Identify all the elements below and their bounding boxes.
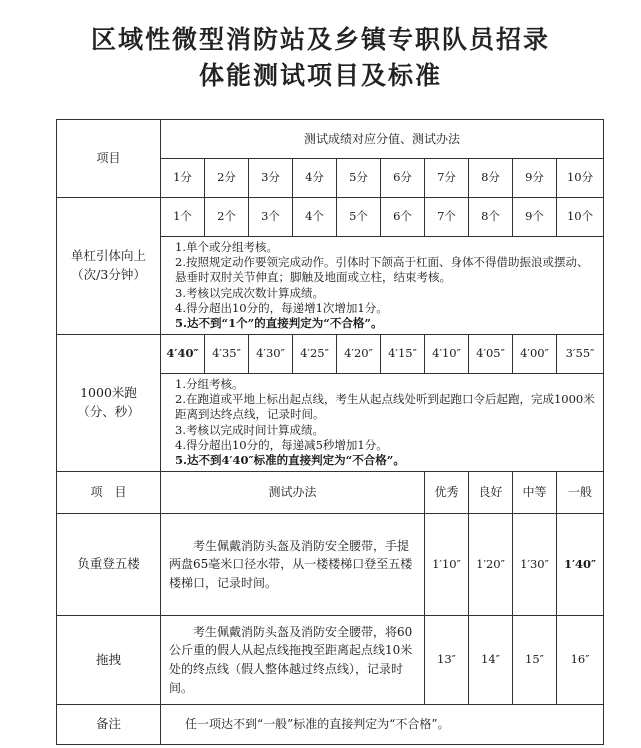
method-line: 1.分组考核。 — [175, 377, 244, 392]
pullup-method — [161, 237, 604, 335]
run-value: 4′05″ — [469, 335, 513, 374]
run-value: 4′30″ — [249, 335, 293, 374]
run-value: 4′15″ — [381, 335, 425, 374]
method-line: 2.在跑道或平地上标出起点线，考生从起点线处听到起跑口令后起跑，完成1000米距离到达终点线，记录时间。 — [175, 392, 595, 422]
item-header: 项目 — [57, 120, 161, 198]
grade-pass: 一般 — [557, 472, 604, 514]
grade-medium: 中等 — [513, 472, 557, 514]
item-header-2: 项 目 — [57, 472, 161, 514]
pullup-value: 5个 — [337, 198, 381, 237]
score-cell: 7分 — [425, 159, 469, 198]
method-line: 4.得分超出10分的，每递增1次增加1分。 — [175, 300, 388, 315]
stairs-value: 1′10″ — [425, 514, 469, 616]
pullup-label — [57, 198, 161, 335]
drag-value: 15″ — [513, 616, 557, 705]
method-line: 3.考核以完成次数计算成绩。 — [175, 285, 324, 300]
run-label — [57, 335, 161, 472]
run-value: 4′25″ — [293, 335, 337, 374]
note-text: 任一项达不到“一般”标准的直接判定为“不合格”。 — [161, 705, 604, 745]
note-label: 备注 — [57, 705, 161, 745]
method-line: 5.达不到4′40″标准的直接判定为“不合格”。 — [175, 452, 405, 467]
score-cell: 1分 — [161, 159, 205, 198]
pullup-name: 单杠引体向上 — [70, 248, 146, 264]
score-cell: 2分 — [205, 159, 249, 198]
pullup-value: 10个 — [557, 198, 604, 237]
pullup-unit: （次/3分钟） — [71, 267, 146, 283]
grade-excellent: 优秀 — [425, 472, 469, 514]
pullup-value: 4个 — [293, 198, 337, 237]
stairs-label: 负重登五楼 — [57, 514, 161, 616]
run-unit: （分、秒） — [77, 404, 140, 420]
score-cell: 9分 — [513, 159, 557, 198]
drag-label: 拖拽 — [57, 616, 161, 705]
pullup-value: 8个 — [469, 198, 513, 237]
method-header: 测试办法 — [161, 472, 425, 514]
run-value: 4′10″ — [425, 335, 469, 374]
method-line: 5.达不到“1个”的直接判定为“不合格”。 — [175, 315, 383, 330]
score-cell: 4分 — [293, 159, 337, 198]
pullup-value: 2个 — [205, 198, 249, 237]
run-value: 4′35″ — [205, 335, 249, 374]
document-title: 区域性微型消防站及乡镇专职队员招录 — [90, 25, 550, 54]
method-line: 4.得分超出10分的，每递减5秒增加1分。 — [175, 437, 388, 452]
pullup-value: 1个 — [161, 198, 205, 237]
pullup-value: 6个 — [381, 198, 425, 237]
method-line: 1.单个或分组考核。 — [175, 240, 278, 254]
drag-value: 16″ — [557, 616, 604, 705]
stairs-value: 1′30″ — [513, 514, 557, 616]
run-value: 4′20″ — [337, 335, 381, 374]
pullup-value: 7个 — [425, 198, 469, 237]
run-name: 1000米跑 — [80, 385, 137, 401]
grade-good: 良好 — [469, 472, 513, 514]
run-value: 4′00″ — [513, 335, 557, 374]
drag-value: 14″ — [469, 616, 513, 705]
drag-value: 13″ — [425, 616, 469, 705]
standards-table — [56, 119, 604, 745]
pullup-value: 3个 — [249, 198, 293, 237]
drag-desc: 考生佩戴消防头盔及消防安全腰带，将60公斤重的假人从起点线拖拽至距离起点线10米处的终点线（假人整体越过终点线），记录时间。 — [161, 616, 425, 705]
score-cell: 5分 — [337, 159, 381, 198]
score-cell: 8分 — [469, 159, 513, 198]
document-subtitle: 体能测试项目及标准 — [198, 61, 442, 90]
method-line: 3.考核以完成时间计算成绩。 — [175, 422, 324, 437]
score-cell: 10分 — [557, 159, 604, 198]
stairs-value: 1′20″ — [469, 514, 513, 616]
run-value: 3′55″ — [557, 335, 604, 374]
stairs-value: 1′40″ — [557, 514, 604, 616]
score-cell: 6分 — [381, 159, 425, 198]
pullup-value: 9个 — [513, 198, 557, 237]
run-method — [161, 374, 604, 472]
method-line: 2.按照规定动作要领完成动作。引体时下颌高于杠面、身体不得借助振浪或摆动、悬垂时双肘关节伸直；脚触及地面或立柱，结束考核。 — [175, 255, 589, 285]
score-cell: 3分 — [249, 159, 293, 198]
run-value: 4′40″ — [161, 335, 205, 374]
stairs-desc: 考生佩戴消防头盔及消防安全腰带，手提两盘65毫米口径水带，从一楼楼梯口登至五楼楼梯口，记录时间。 — [161, 514, 425, 616]
scores-header: 测试成绩对应分值、测试办法 — [161, 120, 604, 159]
